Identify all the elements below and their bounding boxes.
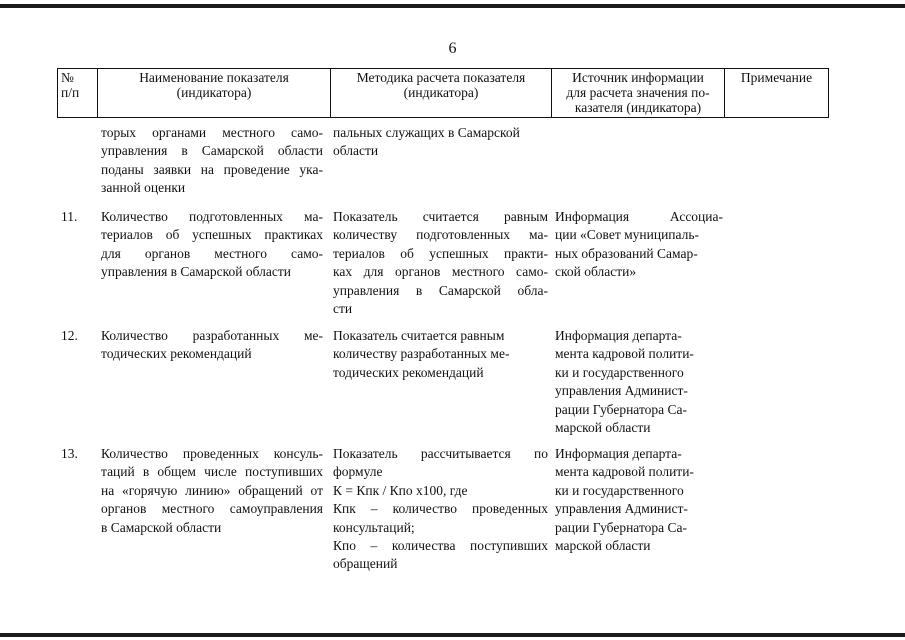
row-method-cell bbox=[333, 208, 548, 318]
row-text-line: количеству разработанных ме- bbox=[333, 346, 510, 362]
row-text-line: поданы заявки на проведение ука- bbox=[101, 161, 323, 177]
row-method-cell bbox=[333, 327, 548, 382]
top-border bbox=[0, 4, 905, 8]
row-formula: К = Кпк / Кпо х100, где bbox=[333, 482, 468, 498]
header-method bbox=[331, 69, 552, 118]
row-text-line: рации Губернатора Са- bbox=[555, 519, 688, 535]
row-text-line: Количество разработанных ме- bbox=[101, 328, 323, 343]
row-text-line: управления Админист- bbox=[555, 383, 688, 399]
row-text-line: занной оценки bbox=[101, 180, 186, 196]
row-method-cell bbox=[333, 445, 548, 574]
row-method-cell bbox=[333, 124, 548, 161]
header-method-line: Методика расчета показателя bbox=[356, 70, 526, 85]
row-text-line: Количество подготовленных ма- bbox=[101, 209, 323, 224]
row-text-line: таций в общем числе поступивших bbox=[101, 464, 323, 480]
bottom-border bbox=[0, 633, 905, 637]
row-text-line: ки и государственного bbox=[555, 364, 684, 380]
row-name-cell bbox=[101, 124, 323, 198]
row-text-line: Кпо – количества поступивших bbox=[333, 538, 548, 554]
header-note: Примечание bbox=[725, 69, 829, 118]
row-text-line: тодических рекомендаций bbox=[333, 364, 484, 380]
row-text-line: Кпк – количество проведенных bbox=[333, 501, 548, 517]
header-num-line: № bbox=[61, 70, 74, 85]
row-source-cell bbox=[555, 445, 723, 555]
row-text-line: для органов местного само- bbox=[101, 245, 323, 261]
row-text-line: териалов об успешных практиках bbox=[101, 227, 323, 243]
row-text-line: Показатель считается равным bbox=[333, 209, 548, 224]
row-text-line: управления в Самарской обла- bbox=[333, 282, 548, 298]
row-text-line: марской области bbox=[555, 420, 651, 436]
row-text-line: марской области bbox=[555, 538, 651, 554]
header-source-line: Источник информации bbox=[572, 70, 704, 85]
row-text-line: количеству подготовленных ма- bbox=[333, 227, 548, 243]
header-method-line: (индикатора) bbox=[403, 85, 479, 100]
row-text-line: в Самарской области bbox=[101, 519, 222, 535]
row-text-line: формуле bbox=[333, 464, 383, 480]
row-text-line: Информация Ассоциа- bbox=[555, 209, 723, 224]
row-source-cell bbox=[555, 327, 723, 437]
row-name-cell bbox=[101, 208, 323, 282]
row-text-line: Информация департа- bbox=[555, 328, 682, 343]
row-number: 12. bbox=[61, 328, 78, 343]
row-text-line: мента кадровой полити- bbox=[555, 346, 694, 362]
row-text-line: торых органами местного само- bbox=[101, 125, 323, 140]
page-number: 6 bbox=[448, 40, 457, 57]
row-text-line: сти bbox=[333, 301, 353, 317]
row-number: 13. bbox=[61, 446, 78, 461]
row-name-cell bbox=[101, 327, 323, 364]
row-text-line: Показатель считается равным bbox=[333, 328, 505, 343]
row-text-line: териалов об успешных практи- bbox=[333, 245, 548, 261]
row-number: 11. bbox=[61, 209, 78, 224]
row-text-line: ки и государственного bbox=[555, 482, 684, 498]
row-text-line: тодических рекомендаций bbox=[101, 346, 252, 362]
header-source-line: для расчета значения по- bbox=[566, 85, 710, 100]
header-num-line: п/п bbox=[61, 85, 80, 100]
row-text-line: органов местного самоуправления bbox=[101, 501, 323, 517]
row-text-line: Информация департа- bbox=[555, 446, 682, 461]
row-name-cell bbox=[101, 445, 323, 537]
row-text-line: мента кадровой полити- bbox=[555, 464, 694, 480]
row-text-line: управления в Самарской области bbox=[101, 264, 291, 280]
row-text-line: обращений bbox=[333, 556, 398, 572]
row-text-line: Показатель рассчитывается по bbox=[333, 446, 548, 461]
row-text-line: пальных служащих в Самарской bbox=[333, 125, 520, 140]
row-text-line: ках для органов местного само- bbox=[333, 264, 548, 280]
header-name bbox=[98, 69, 331, 118]
table-header bbox=[57, 68, 829, 118]
row-source-cell bbox=[555, 208, 723, 282]
row-text-line: управления в Самарской области bbox=[101, 143, 323, 159]
row-text-line: управления Админист- bbox=[555, 501, 688, 517]
row-text-line: рации Губернатора Са- bbox=[555, 401, 688, 417]
header-name-line: Наименование показателя bbox=[139, 70, 289, 85]
row-text-line: на «горячую линию» обращений от bbox=[101, 482, 323, 498]
header-num bbox=[58, 69, 98, 118]
header-source-line: казателя (индикатора) bbox=[574, 100, 702, 115]
header-name-line: (индикатора) bbox=[176, 85, 252, 100]
row-text-line: ции «Совет муниципаль- bbox=[555, 227, 700, 243]
row-text-line: Количество проведенных консуль- bbox=[101, 446, 323, 461]
row-text-line: ской области» bbox=[555, 264, 637, 280]
row-text-line: ных образований Самар- bbox=[555, 245, 698, 261]
header-source bbox=[552, 69, 725, 118]
row-text-line: области bbox=[333, 143, 379, 159]
row-text-line: консультаций; bbox=[333, 519, 415, 535]
